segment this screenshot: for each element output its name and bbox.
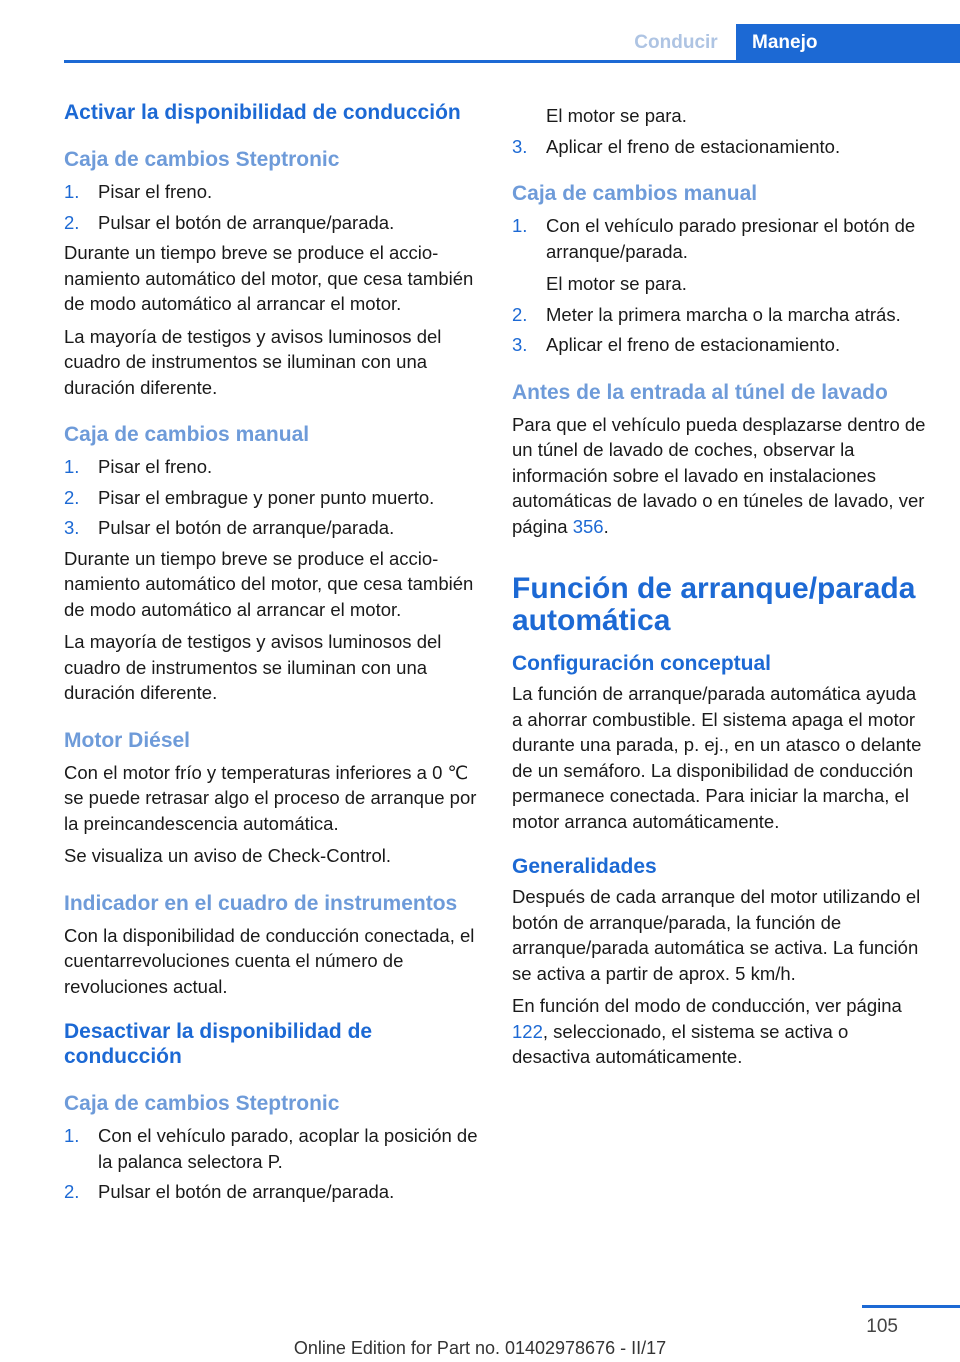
list-item-text: Con el vehículo parado presionar el botón de arranque/parada. (546, 215, 916, 262)
list-item-text: Aplicar el freno de estacionamiento. (546, 334, 841, 355)
list-item (64, 485, 480, 511)
list-item (512, 213, 928, 297)
heading-activar: Activar la disponibilidad de conducción (64, 101, 461, 124)
left-column (64, 100, 480, 1210)
list-number: 3. (512, 334, 528, 355)
heading-tunel-lavado: Antes de la entrada al túnel de lavado (512, 380, 888, 404)
paragraph: Después de cada arranque del motor utilizando el botón de arranque/parada, la función de arranque/parada automática se activa. La función se activa a partir de aprox. 5 km/h. (512, 886, 921, 984)
list-number: 2. (64, 1181, 80, 1202)
list-item-text: Pulsar el botón de arranque/parada. (98, 1181, 395, 1202)
paragraph: Durante un tiempo breve se produce el accionamiento automático del motor, que cesa también de modo automático al arrancar el motor. (64, 547, 474, 620)
list-manual-2 (512, 213, 928, 358)
header-tab-manejo[interactable]: Manejo (736, 24, 960, 62)
list-item-text: Pisar el freno. (98, 456, 213, 477)
list-number: 2. (64, 486, 80, 508)
heading-manual: Caja de cambios manual (64, 423, 310, 446)
list-item-text: El motor se para. (546, 105, 687, 126)
list-item-text: Pisar el embrague y poner punto muerto. (98, 486, 435, 508)
paragraph: Con el motor frío y temperaturas inferiores a 0 ℃ se puede retrasar algo el proceso de arranque por la preincandescencia automática. (64, 761, 477, 834)
list-number: 3. (512, 135, 528, 157)
page-link-122[interactable]: 122 (512, 1020, 543, 1042)
heading-diesel: Motor Diésel (64, 728, 191, 752)
heading-funcion-arranque: Función de arranque/parada automática (512, 572, 916, 637)
list-continued (512, 103, 928, 159)
list-number: 1. (64, 181, 80, 202)
paragraph: La mayoría de testigos y avisos luminosos del cuadro de instrumentos se iluminan con una duración diferente. (64, 631, 442, 703)
heading-indicador: Indicador en el cuadro de instrumentos (64, 891, 458, 915)
paragraph: Durante un tiempo breve se produce el accionamiento automático del motor, que cesa también de modo automático al arrancar el motor. (64, 242, 474, 314)
footer-rule (862, 1305, 960, 1308)
list-item-subtext: El motor se para. (546, 273, 687, 294)
list-item (512, 134, 928, 160)
list-manual (64, 454, 480, 541)
list-number: 3. (64, 517, 80, 538)
paragraph-text: Para que el vehículo pueda desplazarse dentro de un túnel de lavado de coches, observar la información sobre el lavado en instalaciones automáticas de lavado o en túneles de lavado, ver página (512, 413, 926, 537)
list-item-text: Aplicar el freno de estacionamiento. (546, 135, 841, 157)
list-number: 1. (64, 1125, 80, 1146)
list-item (64, 454, 480, 480)
list-item-text: Pulsar el botón de arranque/parada. (98, 211, 395, 233)
list-item (64, 179, 480, 205)
list-item (64, 210, 480, 236)
list-item (64, 1123, 480, 1174)
right-column (512, 100, 928, 1077)
heading-steptronic: Caja de cambios Steptronic (64, 148, 340, 171)
page-link-356[interactable]: 356 (572, 515, 604, 537)
header-rule (64, 60, 960, 63)
heading-configuracion: Configuración conceptual (512, 652, 772, 675)
header-tab-conducir[interactable]: Conducir (634, 32, 718, 53)
paragraph (512, 993, 928, 1070)
list-steptronic-2 (64, 1123, 480, 1205)
paragraph-text: , seleccionado, el sistema se activa o desactiva automáticamente. (512, 1020, 849, 1067)
footer-edition: Online Edition for Part no. 01402978676 - II/17 (293, 1338, 667, 1358)
list-item (512, 302, 928, 328)
list-number: 1. (512, 215, 528, 236)
heading-generalidades: Generalidades (512, 855, 657, 878)
page-number: 105 (866, 1316, 898, 1337)
list-item-continued (512, 103, 928, 129)
list-item (512, 332, 928, 358)
list-item-text: Meter la primera marcha o la marcha atrás. (546, 303, 901, 325)
list-number: 2. (512, 303, 528, 325)
paragraph: La función de arranque/parada automática ayuda a ahorrar combustible. El sistema apaga el motor durante una parada, p. ej., en un atasco o delante de un semáforo. La disponibilidad de conducción permanece conectada. Para iniciar la marcha, el motor arranca automáticamente. (512, 683, 922, 832)
list-number: 1. (64, 456, 80, 477)
list-number: 2. (64, 211, 80, 233)
list-item-text: Con el vehículo parado, acoplar la posición de la palanca selectora P. (98, 1125, 478, 1172)
paragraph: Para que el vehículo pueda desplazarse dentro de un túnel de lavado de coches, observar la información sobre el lavado en instalaciones automáticas de lavado o en túneles de lavado, ver página 356. (512, 413, 926, 537)
paragraph: Se visualiza un aviso de Check-Control. (64, 845, 391, 866)
list-item (64, 515, 480, 541)
paragraph: La mayoría de testigos y avisos luminosos del cuadro de instrumentos se iluminan con una duración diferente. (64, 325, 442, 398)
heading-manual-2: Caja de cambios manual (512, 182, 758, 205)
paragraph-text: En función del modo de conducción, ver página (512, 995, 902, 1016)
list-item-text: Pisar el freno. (98, 181, 213, 202)
heading-desactivar: Desactivar la disponibilidad de conducción (64, 1020, 373, 1068)
list-item (64, 1179, 480, 1205)
list-item-text: Pulsar el botón de arranque/parada. (98, 517, 395, 538)
list-steptronic (64, 179, 480, 235)
heading-steptronic-2: Caja de cambios Steptronic (64, 1092, 340, 1115)
paragraph: Con la disponibilidad de conducción conectada, el cuentarrevoluciones cuenta el número de revoluciones actual. (64, 924, 475, 997)
